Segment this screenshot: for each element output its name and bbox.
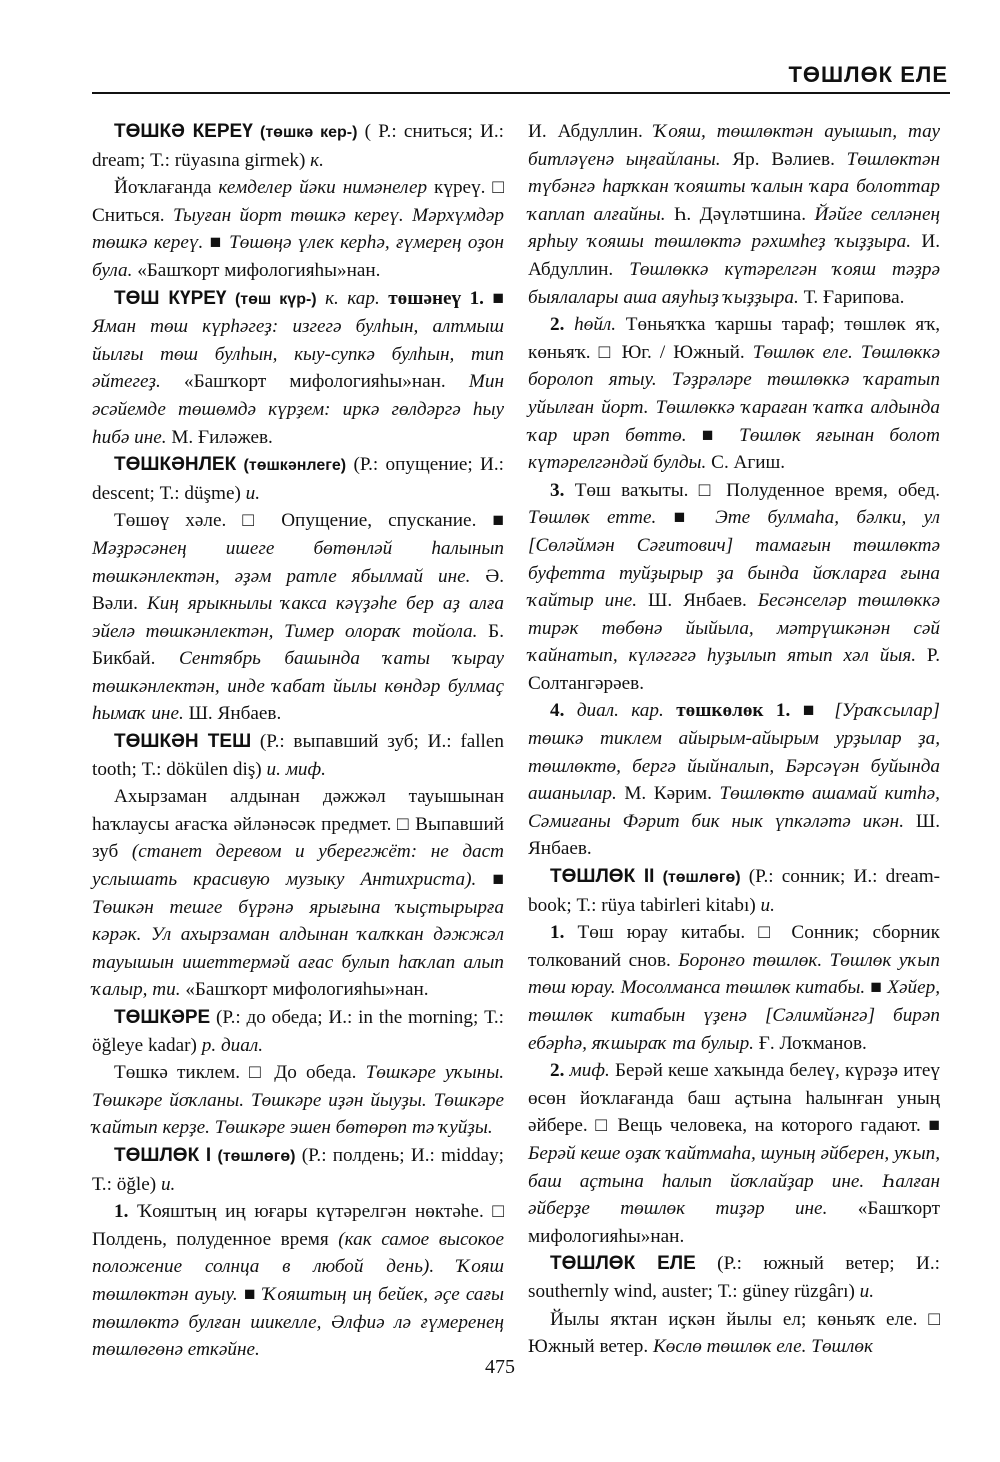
part-of-speech: к. xyxy=(310,149,324,171)
source: «Башҡорт мифологияһы»нан. xyxy=(528,1198,940,1247)
part-of-speech: и. миф. xyxy=(266,758,326,780)
square-marker: ■ xyxy=(865,977,888,999)
grammatical-form: (төш күр-) xyxy=(234,290,317,308)
sense-2 xyxy=(528,1057,940,1250)
sense-1 xyxy=(92,1198,504,1364)
text: кемделер йәки нимәнелер xyxy=(218,177,428,199)
entry-tosh-kureu xyxy=(92,285,504,452)
source: Ә. Вәли. xyxy=(92,565,504,615)
example: Төшлөккә күтәрелгән ҡояш тәҙрә быялалары аша аяуһыҙ ҡыҙҙыра. xyxy=(528,258,940,308)
example: Боронғо төшлөк. Төшлөк уҡып төш юрау. Мосолманса төшлөк китабы. xyxy=(528,949,940,999)
square-marker: ■ xyxy=(686,424,740,446)
entry-toshkan-tesh xyxy=(92,728,504,783)
example: Төшлөк яғынан болот күтәрелгәндәй булды. xyxy=(528,424,940,474)
entry-toshkanlek xyxy=(92,451,504,507)
entry-toshlok-1 xyxy=(92,1142,504,1198)
sense-2 xyxy=(528,311,940,477)
sense-number: 4. xyxy=(550,700,565,722)
example: Яман төш күрһәгеҙ: изгегә булһын, алтмыш йылғы төш булһын, кыу-супкә булһын, тип әйтегеҙ. xyxy=(92,316,504,393)
square-marker: ■ xyxy=(203,232,230,254)
example: Төшлөк етте. xyxy=(528,507,657,529)
headword: ТӨШКӘНЛЕК xyxy=(114,454,237,476)
text: күреү. □ Сниться. xyxy=(92,177,504,226)
source: Ғ. Лоҡманов. xyxy=(753,1032,867,1054)
translations: (Р.: сонник; И.: dream-book; Т.: rüya tabirleri kitabı) xyxy=(528,866,941,916)
part-of-speech: и. xyxy=(245,482,261,504)
definition xyxy=(92,1059,504,1142)
headword: ТӨШЛӨК I xyxy=(114,1144,212,1166)
example: Төшлөк еле. Төшлөккә боролоп ятыу. Тәҙрәләре төшлөккә ҡаратып уйылған йорт. Төшлөккә ҡараған ҡапҡа алдында ҡар ирәп бөттө. xyxy=(528,341,941,446)
header-rule xyxy=(92,92,950,94)
part-of-speech: к. кар. xyxy=(316,287,389,309)
text xyxy=(564,700,576,721)
running-head: ТӨШЛӨК ЕЛЕ xyxy=(788,62,948,87)
page-number: 475 xyxy=(485,1356,515,1378)
source: Б. Бикбай. xyxy=(92,620,504,670)
square-marker: ■ xyxy=(656,507,716,529)
label: миф. xyxy=(569,1060,610,1082)
text: Берәй кеше хаҡында белеү, күрәҙә итеү өсөн йоҡлағанда баш аҫтына һалынған уның әйбере. □ Вещь человека, на которого гадают. ■ xyxy=(528,1060,940,1137)
text: Төш юрау китабы. □ Сонник; сборник толкований снов. xyxy=(528,922,940,971)
right-column xyxy=(528,118,940,1361)
headword: ТӨШКӘРЕ xyxy=(114,1007,211,1028)
source: И. Абдуллин. xyxy=(528,231,941,280)
source: М. Ғиләжев. xyxy=(166,426,273,448)
sense-number: 2. xyxy=(550,1060,565,1082)
example: Берәй кеше оҙаҡ ҡайтмаһа, шуның әйберен, уҡып, баш аҫтына һалып йоҡлайҙар ине. Һалған әйберҙе төшлөк тиҙәр ине. xyxy=(528,1142,940,1220)
example: Хәйер, төшлөк китабын үҙенә [Сәлимйәнгә] бирәп ебәрһә, яҡшыраҡ та булыр. xyxy=(528,977,940,1054)
text: Ҡояштың иң юғары күтәрелгән нөктәһе. □ Полдень, полуденное время xyxy=(92,1201,504,1250)
square-marker: ■ xyxy=(483,287,504,309)
example: Йәйге селләнең ярһыу ҡояшы төшлөктә рәхимһеҙ ҡыҙҙыра. xyxy=(528,203,940,253)
headword: ТӨШЛӨК II xyxy=(550,866,655,888)
definition xyxy=(92,507,504,728)
text: (станет деревом и уберегжёт: не даст услышать красивую музыку Антихриста). xyxy=(92,841,505,891)
example: Бесәнселәр төшлөккә тирәк төбөнә йыйыла, мәтрүшкәнән сәй ҡайнатып, күләгәгә һуҙылып ятып хәл йыя. xyxy=(528,590,940,667)
grammatical-form: (төшкәнлеге) xyxy=(243,457,347,475)
square-marker: ■ xyxy=(476,869,504,891)
example: Төшлөктән түбәнгә һарҡкан ҡояшты ҡалын ҡара болоттар ҡаплап алғайны. xyxy=(528,148,940,225)
entry-toshlok-ele xyxy=(528,1250,940,1305)
translations: (Р.: до обеда; И.: in the morning; Т.: öğleye kadar) xyxy=(92,1007,504,1056)
grammatical-form: (төшкә кер-) xyxy=(260,124,358,141)
grammatical-form: (төшлөгө) xyxy=(217,1147,296,1165)
text: Төшкә тиклем. □ До обеда. xyxy=(114,1062,366,1084)
sense-number: 2. xyxy=(550,314,565,336)
example: Төшлөктө ашамай китһә, Сәмиғаны Фәрит бик нык үпкәләтә икән. xyxy=(528,783,940,832)
translations: (Р.: южный ветер; И.: southernly wind, auster; Т.: güney rüzgârı) xyxy=(528,1253,941,1302)
sense-4 xyxy=(528,697,940,863)
translations: (Р.: выпавший зуб; И.: fallen tooth; Т.: dökülen diş) xyxy=(92,731,505,780)
part-of-speech: и. xyxy=(859,1280,875,1302)
text: Ахырзаман алдынан дәжжәл тауышынан һаҡлаусы ағасҡа әйләнәсәк предмет. □ Выпавший зуб xyxy=(92,786,504,863)
text: Төшөү хәле. □ Опущение, спускание. ■ xyxy=(114,510,504,532)
text: Йоҡлағанда xyxy=(114,177,219,199)
example: Ҡояштың иң бейек, әҫе сағы төшлөктә булған шикелле, Әлфиә лә ғүмеренең төшлөгөнә еткәйне. xyxy=(92,1283,504,1361)
square-marker: ■ xyxy=(790,700,835,722)
definition xyxy=(528,1306,940,1361)
source: И. Абдуллин. xyxy=(528,121,654,142)
example: Мин әсәйемде төшөмдә күрҙем: иркә гөлдәргә һыу һибә ине. xyxy=(92,371,504,448)
source: «Башҡорт мифологияһы»нан. xyxy=(132,259,381,281)
part-of-speech: и. xyxy=(160,1173,176,1195)
text xyxy=(664,700,676,721)
part-of-speech: и. xyxy=(760,894,775,916)
translations: ( Р.: сниться; И.: dream; Т.: rüyasına girmek) xyxy=(92,121,504,171)
example: Киң ярыкнылы ҡакса кәүҙәһе бер аҙ алға эйелә төшкәнлектән, Тимер олораҡ тойола. xyxy=(92,593,504,642)
headword: ТӨШ КҮРЕҮ xyxy=(114,287,227,309)
source: Яр. Вәлиев. xyxy=(720,148,847,170)
headword: ТӨШКӘ КЕРЕҮ xyxy=(114,121,253,142)
source: Т. Ғарипова. xyxy=(798,286,905,308)
definition xyxy=(92,783,504,1004)
example: Ҡояш, төшлөктән ауышып, тау битләүенә ыңғайланы. xyxy=(528,121,940,170)
cross-reference: төшкөлөк 1. xyxy=(676,700,791,722)
sense-1 xyxy=(528,919,940,1057)
source: «Башҡорт мифологияһы»нан. xyxy=(180,979,429,1001)
example: Төшөңә үлек керһә, ғүмерең оҙон була. xyxy=(92,232,505,281)
example: Көслө төшлөк еле. Төшлөк xyxy=(653,1336,873,1358)
example: Төшкәре уҡыны. Төшкәре йоҡланы. Төшкәре иҙән йыуҙы. Төшкәре ҡайтып керҙе. Төшкәре эшен бөтөрөп тә ҡуйҙы. xyxy=(92,1062,504,1139)
entry-toshkare xyxy=(92,1004,504,1059)
entry-toshke-kereu xyxy=(92,118,504,174)
text xyxy=(564,314,574,335)
source: С. Агиш. xyxy=(706,452,786,474)
translations: (Р.: полдень; И.: midday; Т.: öğle) xyxy=(92,1144,504,1195)
grammatical-form: (төшлөгө) xyxy=(662,869,741,887)
translations: (Р.: опущение; И.: descent; Т.: düşme) xyxy=(92,454,505,504)
text: Йылы яҡтан иҫкән йылы ел; көньяҡ еле. □ Южный ветер. xyxy=(528,1308,940,1358)
continuation xyxy=(528,118,940,311)
source: Һ. Дәүләтшина. xyxy=(665,203,815,225)
example: Сентябрь башында ҡаты ҡырау төшкәнлектән, инде ҡабат йылы көндәр булмаҫ һымаҡ ине. xyxy=(92,648,504,725)
sense-number: 1. xyxy=(114,1201,129,1223)
cross-reference: төшәнеү 1. xyxy=(388,287,484,309)
definition xyxy=(92,174,504,284)
headword: ТӨШКӘН ТЕШ xyxy=(114,731,252,753)
part-of-speech: р. диал. xyxy=(201,1034,263,1056)
example: Тыуған йорт төшкә кереү. Мәрхүмдәр төшкә кереү. xyxy=(92,204,504,254)
source: «Башҡорт мифологияһы»нан. xyxy=(160,371,469,393)
source: М. Кәрим. xyxy=(616,783,720,805)
label: һөйл. xyxy=(574,314,617,336)
source: Ш. Янбаев. xyxy=(183,703,282,725)
sense-number: 3. xyxy=(550,479,565,501)
example: (как самое высокое положение солнца в любой день). Ҡояш төшлөктән ауыу. xyxy=(92,1228,505,1305)
example: [Ураҡсылар] төшкә тиклем айырым-айырым урҙылар ҙа, төшлөктө, бергә йыйналып, Бәрсәүән буйында ашанылар. xyxy=(528,700,941,805)
sense-number: 1. xyxy=(550,922,565,944)
label: диал. кар. xyxy=(576,700,664,722)
example: Мәҙрәсәнең ишеге бөтөнләй һалынып төшкәнлектән, әҙәм ратле ябылмай ине. xyxy=(92,537,504,587)
source: Ш. Янбаев. xyxy=(637,590,758,612)
text: Төш ваҡыты. □ Полуденное время, обед. xyxy=(564,479,940,501)
left-column xyxy=(92,118,504,1364)
text: Төньяҡҡа ҡаршы тараф; төшлөк яҡ, көньяҡ. □ Юг. / Южный. xyxy=(528,314,941,363)
headword: ТӨШЛӨК ЕЛЕ xyxy=(550,1253,696,1275)
square-marker: ■ xyxy=(237,1283,263,1305)
sense-3 xyxy=(528,477,940,698)
source: Ш. Янбаев. xyxy=(528,810,940,860)
source: Р. Солтангәрәев. xyxy=(528,645,940,694)
example: Эте булмаһа, бәлки, ул [Сөләймән Сәғитович] тамағын төшлөктә буфетта туйҙырыр ҙа бында йоҡларға ғына ҡайтыр ине. xyxy=(528,507,940,612)
example: Төшкән тешге бүрәнә ярығына ҡыҫтырырға кәрәк. Ул ахырзаман алдынан ҡалҡкан дәжжәл тауышын ишеттермәй ағас булып һаҡлап алып ҡалыр, ти. xyxy=(92,896,504,1001)
entry-toshlok-2 xyxy=(528,863,940,919)
